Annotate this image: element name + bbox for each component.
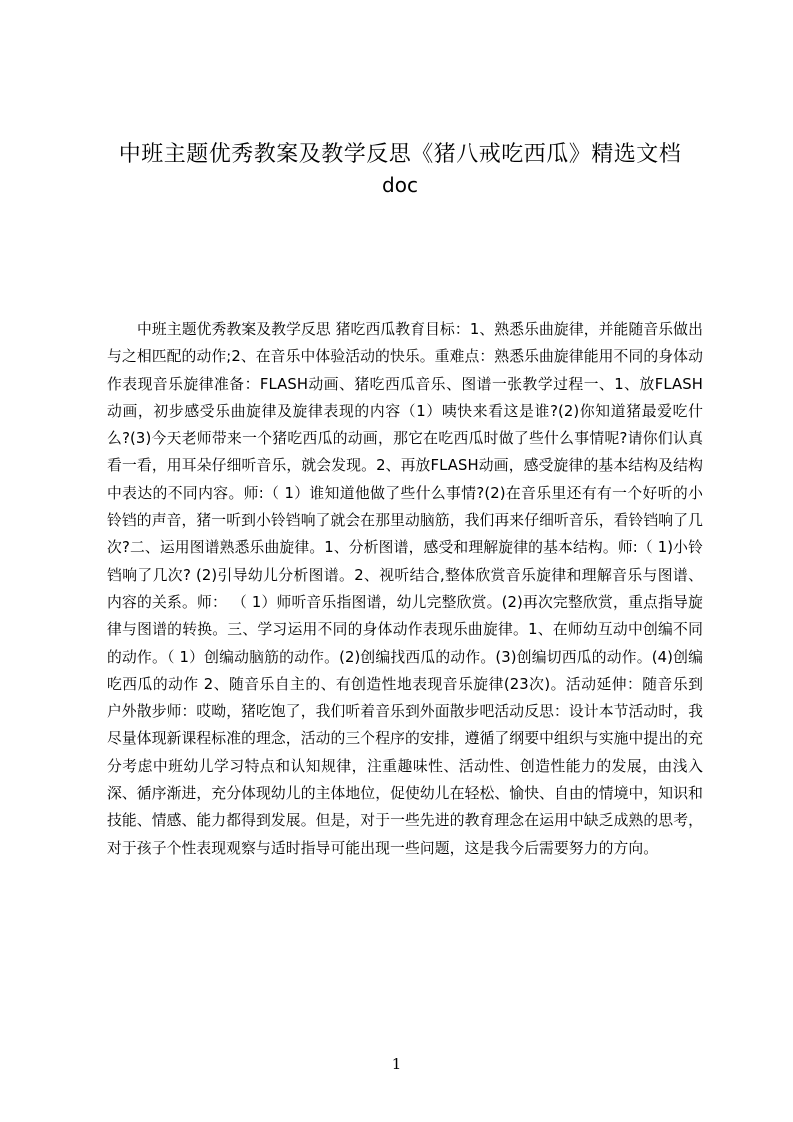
document-body-paragraph: 中班主题优秀教案及教学反思 猪吃西瓜教育目标：1、熟悉乐曲旋律，并能随音乐做出与之相匹配的动作;2、在音乐中体验活动的快乐。重难点：熟悉乐曲旋律能用不同的身体动作表现音乐旋律准备：FLASH动画、猪吃西瓜音乐、图谱一张教学过程一、1、放FLASH动画，初步感受乐曲旋律及旋律表现的内容（1）咦快来看这是谁?(2)你知道猪最爱吃什么?(3)今天老师带来一个猪吃西瓜的动画，那它在吃西瓜时做了些什么事情呢?请你们认真看一看，用耳朵仔细听音乐，就会发现。2、再放FLASH动画，感受旋律的基本结构及结构中表达的不同内容。师:（ 1）谁知道他做了些什么事情?(2)在音乐里还有有一个好听的小铃铛的声音，猪一听到小铃铛响了就会在那里动脑筋，我们再来仔细听音乐，看铃铛响了几次?二、运用图谱熟悉乐曲旋律。1、分析图谱，感受和理解旋律的基本结构。师:（ 1)小铃铛响了几次? (2)引导幼儿分析图谱。2、视听结合,整体欣赏音乐旋律和理解音乐与图谱、内容的关系。师： （ 1）师听音乐指图谱，幼儿完整欣赏。(2)再次完整欣赏，重点指导旋律与图谱的转换。三、学习运用不同的身体动作表现乐曲旋律。1、在师幼互动中创编不同的动作。（ 1）创编动脑筋的动作。(2)创编找西瓜的动作。(3)创编切西瓜的动作。(4)创编吃西瓜的动作 2、随音乐自主的、有创造性地表现音乐旋律(23次)。活动延伸：随音乐到户外散步师：哎呦，猪吃饱了，我们听着音乐到外面散步吧活动反思：设计本节活动时，我尽量体现新课程标准的理念，活动的三个程序的安排，遵循了纲要中组织与实施中提出的充分考虑中班幼儿学习特点和认知规律，注重趣味性、活动性、创造性能力的发展，由浅入深、循序渐进，充分体现幼儿的主体地位，促使幼儿在轻松、愉快、自由的情境中，知识和技能、情感、能力都得到发展。但是，对于一些先进的教育理念在运用中缺乏成熟的思考，对于孩子个性表现观察与适时指导可能出现一些问题，这是我今后需要努力的方向。 xyxy=(107,321,703,857)
document-title-suffix: doc xyxy=(382,173,418,197)
document-title: 中班主题优秀教案及教学反思《猪八戒吃西瓜》精选文档 xyxy=(118,142,682,167)
page-number: 1 xyxy=(391,1055,402,1073)
